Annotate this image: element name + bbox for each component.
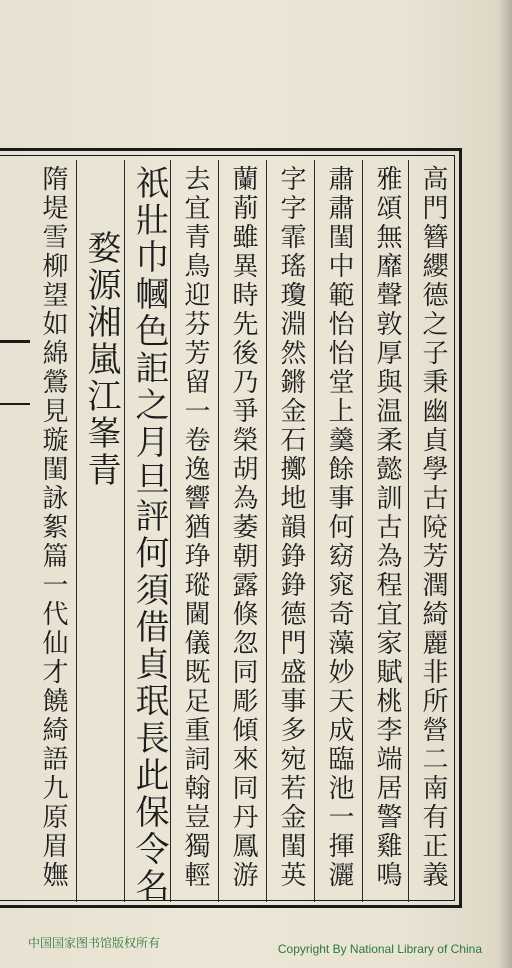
text-column-4: 字字霏瑤瓊淵然鏘金石擲地韻錚錚德門盛事多宛若金閨英 <box>276 165 306 890</box>
column-rule <box>362 160 363 902</box>
column-rule <box>170 160 171 902</box>
text-column-1: 高門簪纓德之子秉幽貞學古𨺥芳潤綺麗非所營二南有正義 <box>418 165 448 890</box>
text-column-9: 隋堤雪柳望如綿鶯見璇閨詠絮篇一代仙才饒綺語九原眉嫵 <box>38 165 68 890</box>
column-rule <box>408 160 409 902</box>
column-rule <box>124 160 125 902</box>
fold-marker <box>0 340 30 405</box>
copyright-english: Copyright By National Library of China <box>277 942 482 956</box>
column-rule <box>76 160 77 902</box>
text-column-7: 祇壯巾幗色詎之月旦評何須借貞珉長此保令名 <box>129 165 169 905</box>
author-signature: 婺源湘嵐江峯青 <box>81 230 121 489</box>
column-rule <box>266 160 267 902</box>
text-column-3: 肅肅閨中範怡怡堂上羹餘事何窈窕奇藻妙天成臨池一揮灑 <box>324 165 354 890</box>
copyright-chinese: 中国国家图书馆版权所有 <box>28 936 161 950</box>
text-column-2: 雅頌無靡聲敦厚與温柔懿訓古為程宜家賦桃李端居警雞鳴 <box>372 165 402 890</box>
column-rule <box>218 160 219 902</box>
text-column-6: 去宜青鳥迎芬芳留一卷逸響猶琤瑽閫儀既足重詞翰豈獨輕 <box>180 165 210 890</box>
column-rule <box>314 160 315 902</box>
text-column-5: 蘭萷雖異時先後乃爭榮胡為萎朝露倏忽同彫傾來同丹鳳游 <box>228 165 258 890</box>
